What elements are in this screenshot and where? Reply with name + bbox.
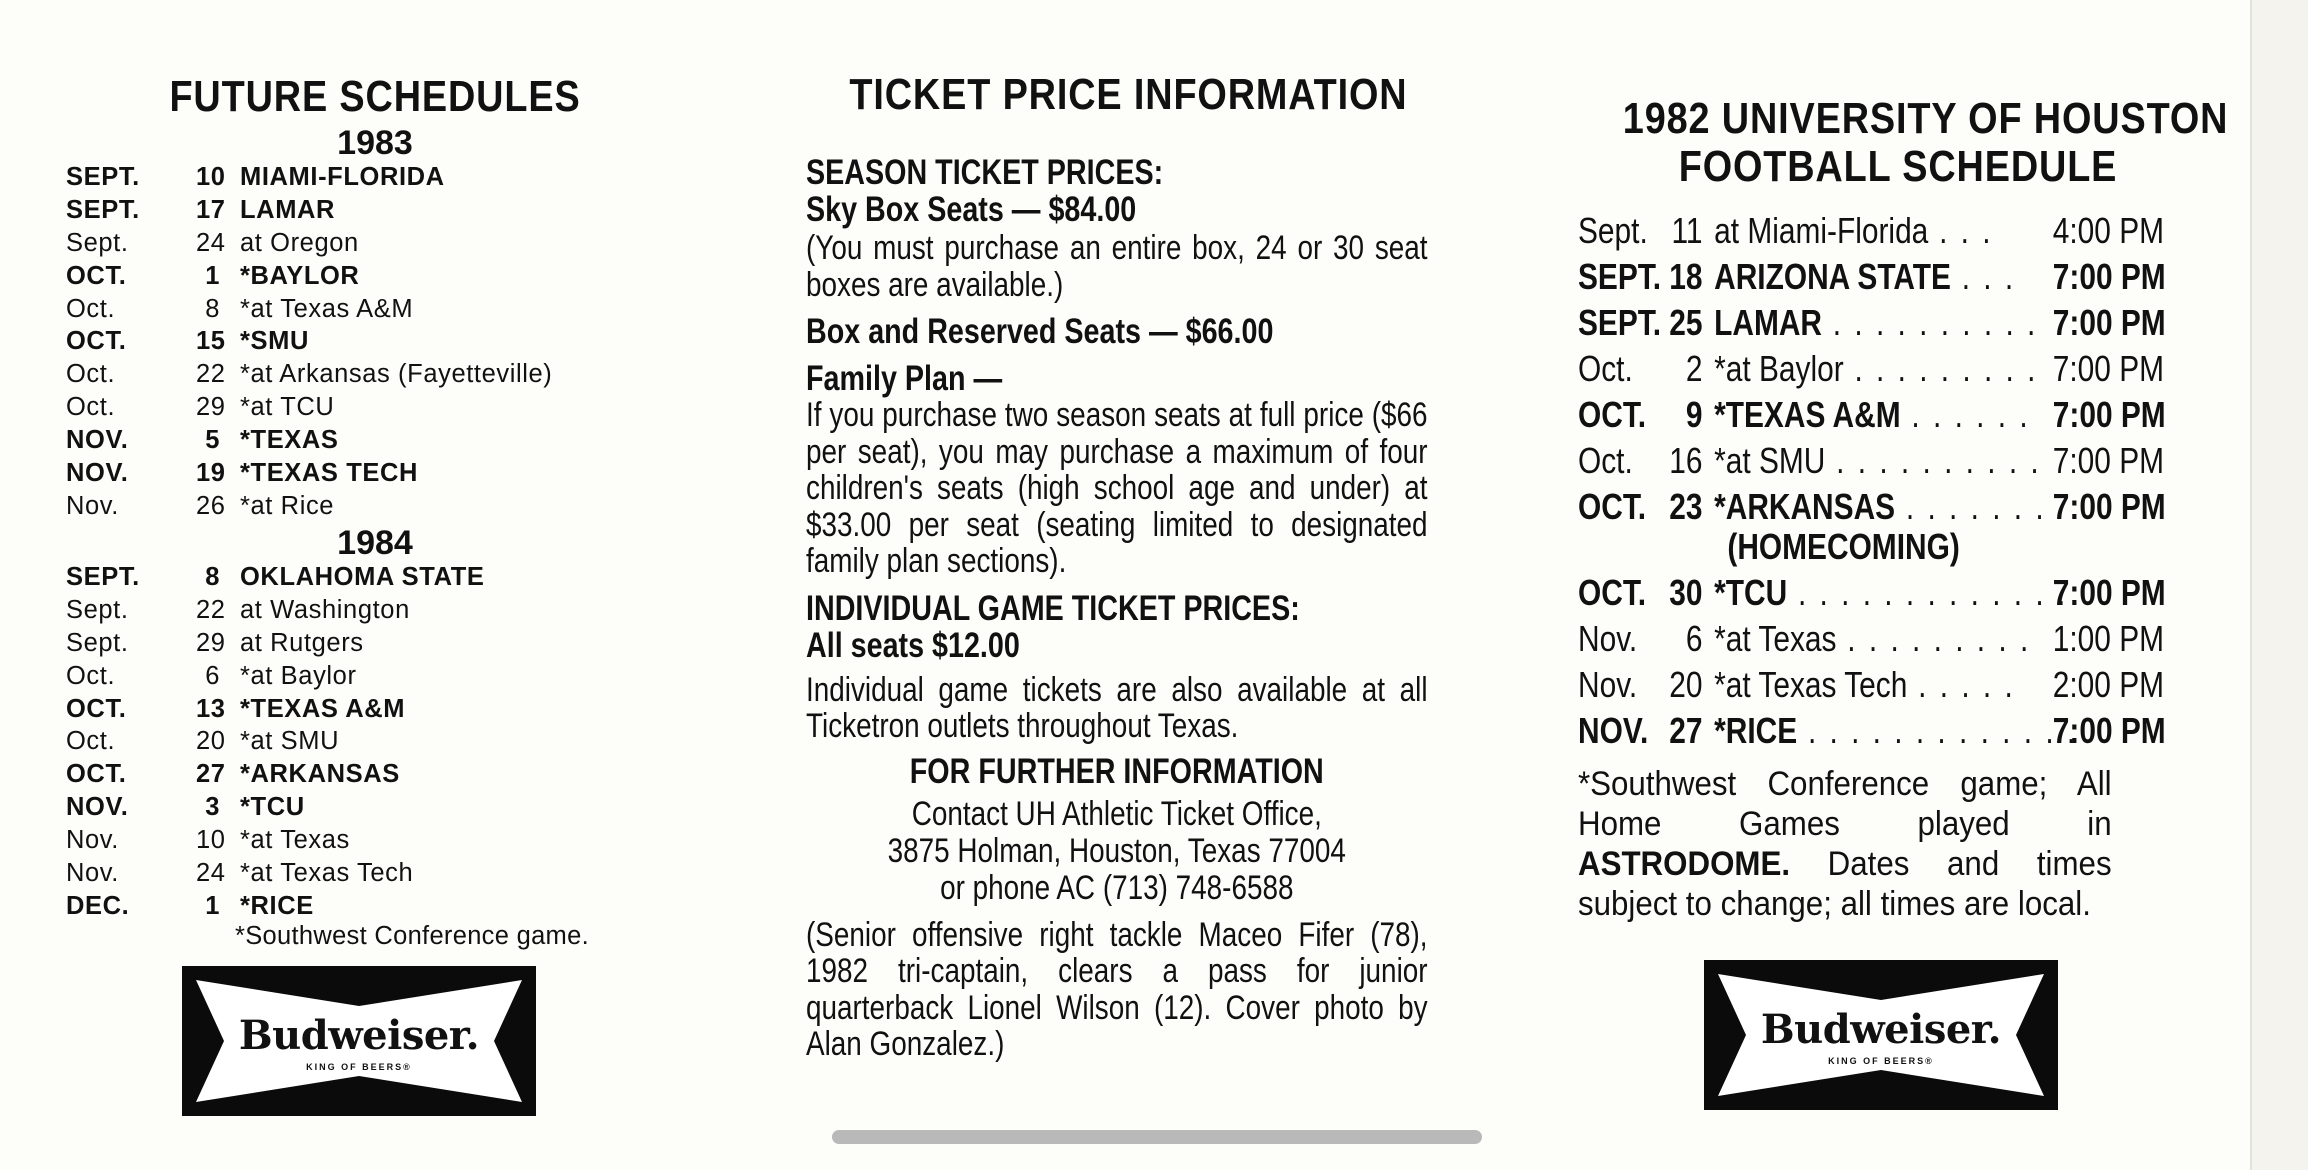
individual-price: All seats $12.00: [806, 625, 1020, 665]
leader-dots: . . . . . . . . .: [1836, 618, 2031, 659]
game-day: 17: [196, 195, 226, 224]
schedule-row: [66, 725, 626, 758]
ticket-price-title: TICKET PRICE INFORMATION: [849, 70, 1408, 119]
game-month: Oct.: [66, 294, 116, 323]
game-month: Oct.: [66, 360, 116, 389]
game-opponent-name: *at Baylor: [1714, 348, 1844, 389]
schedule-row: [66, 660, 626, 693]
logo-brand-text: Budweiser.: [238, 1012, 480, 1059]
game-day: 10: [196, 826, 226, 855]
leader-dots: . . . . . . . . . .: [1822, 302, 2038, 343]
schedule-row: [66, 791, 626, 824]
leader-dots: . . .: [1928, 210, 1994, 251]
game-month: Oct.: [66, 393, 116, 422]
uh-note-astrodome: ASTRODOME.: [1578, 845, 1791, 883]
game-opponent: [1714, 708, 2078, 754]
game-day: 19: [196, 459, 226, 488]
game-opponent: *SMU: [240, 327, 309, 356]
logo-tagline: KING OF BEERS®: [306, 1062, 412, 1072]
season-ticket-section: [806, 154, 1428, 1063]
uh-game-row: [1578, 254, 2176, 300]
game-opponent: *TEXAS: [240, 426, 339, 455]
game-day: 23: [1669, 486, 1703, 527]
game-month: OCT.: [66, 327, 127, 356]
game-time: 7:00 PM: [2052, 348, 2165, 389]
schedule-row: [66, 561, 626, 594]
schedule-row: [66, 161, 626, 194]
game-day: 29: [196, 393, 226, 422]
game-day: 24: [196, 859, 226, 888]
leader-dots: . . . . . .: [1900, 394, 2031, 435]
game-month: Nov.: [1578, 618, 1638, 659]
game-time: 7:00 PM: [2052, 394, 2166, 435]
game-day: 15: [196, 327, 226, 356]
uh-game-row: [1578, 616, 2176, 662]
individual-heading: INDIVIDUAL GAME TICKET PRICES:: [806, 588, 1300, 628]
uh-game-row: [1578, 662, 2176, 708]
schedule-row: [66, 358, 626, 391]
schedule-row: [66, 857, 626, 890]
game-month: Nov.: [66, 859, 119, 888]
game-time: 2:00 PM: [2052, 664, 2165, 705]
game-opponent: LAMAR: [240, 195, 336, 224]
game-opponent: *RICE: [240, 891, 314, 920]
game-opponent-name: ARIZONA STATE: [1714, 256, 1951, 297]
game-day: 25: [1669, 302, 1703, 343]
game-month: DEC.: [66, 891, 130, 920]
game-day: 8: [205, 294, 220, 323]
game-day: 10: [196, 163, 226, 191]
leader-dots: . . . . . . . . .: [1843, 348, 2038, 389]
schedule-row: [66, 758, 626, 791]
game-opponent: *BAYLOR: [240, 261, 360, 290]
contact-line-2: 3875 Holman, Houston, Texas 77004: [887, 831, 1346, 870]
game-month: OCT.: [66, 694, 127, 723]
game-opponent-name: *at Texas Tech: [1714, 664, 1908, 705]
uh-game-row: [1578, 392, 2176, 438]
game-opponent: [1714, 300, 2038, 346]
game-day: 1: [205, 891, 220, 920]
game-opponent: at Rutgers: [240, 628, 364, 657]
game-opponent-name: *at Texas: [1714, 618, 1837, 659]
game-time: 4:00 PM: [2052, 210, 2165, 251]
family-plan-heading: Family Plan —: [806, 359, 1003, 398]
game-opponent: *at Arkansas (Fayetteville): [240, 360, 553, 389]
uh-game-row: [1578, 484, 2176, 570]
game-day: 3: [205, 793, 220, 822]
game-month: Oct.: [66, 727, 116, 756]
uh-game-row: [1578, 300, 2176, 346]
family-plan-text: If you purchase two season seats at full price ($66 per seat), you may purchase a maximum of four children's seats (high school age and under) at $33.00 per seat (seating limited to designated family plan sections).: [806, 396, 1428, 580]
game-opponent: [1714, 346, 2038, 392]
game-opponent: [1714, 208, 1993, 254]
skybox-note: (You must purchase an entire box, 24 or 30 seat boxes are available.): [806, 229, 1428, 304]
game-day: 6: [1685, 618, 1703, 659]
logo-brand-text: Budweiser.: [1760, 1006, 2002, 1053]
game-day: 11: [1671, 210, 1703, 251]
photo-caption: (Senior offensive right tackle Maceo Fifer (78), 1982 tri-captain, clears a pass for junior quarterback Lionel Wilson (12). Cover photo by Alan Gonzalez.): [806, 915, 1428, 1063]
uh-game-row: [1578, 346, 2176, 392]
schedule-row: [66, 490, 626, 523]
schedule-row: [66, 194, 626, 227]
season-ticket-heading: SEASON TICKET PRICES:: [806, 153, 1164, 192]
game-day: 22: [196, 360, 226, 389]
individual-text: Individual game tickets are also available at all Ticketron outlets throughout Texas.: [806, 670, 1428, 745]
game-opponent: *at Texas: [240, 826, 350, 855]
schedule-row: [66, 693, 626, 726]
game-time: 7:00 PM: [2052, 486, 2166, 527]
leader-dots: . . .: [1950, 256, 2016, 297]
game-day: 20: [196, 727, 226, 756]
game-day: 26: [196, 491, 226, 520]
schedule-row: [66, 424, 626, 457]
budweiser-logo: [182, 966, 536, 1116]
game-opponent-name: at Miami-Florida: [1714, 210, 1929, 251]
uh-game-row: [1578, 708, 2176, 754]
game-day: 30: [1669, 572, 1703, 613]
further-info-heading: FOR FURTHER INFORMATION: [909, 751, 1324, 791]
game-opponent-name: *TEXAS A&M: [1714, 394, 1901, 435]
game-time: 7:00 PM: [2052, 710, 2166, 751]
game-opponent-name: *ARKANSAS: [1714, 486, 1896, 527]
schedule-row: [66, 627, 626, 660]
box-reserved-price: Box and Reserved Seats — $66.00: [806, 312, 1274, 351]
game-month: OCT.: [66, 261, 127, 290]
game-month: OCT.: [66, 760, 127, 789]
game-month: NOV.: [66, 459, 129, 488]
game-day: 6: [205, 661, 220, 690]
game-day: 22: [196, 595, 226, 624]
game-time: 7:00 PM: [2052, 302, 2166, 343]
schedule-row: [66, 457, 626, 490]
leader-dots: . . . . . . . . . .: [1825, 440, 2042, 481]
game-day: 2: [1685, 348, 1703, 389]
game-time: 7:00 PM: [2052, 572, 2166, 613]
game-opponent: [1714, 438, 2041, 484]
game-month: NOV.: [1578, 710, 1649, 751]
game-month: Oct.: [1578, 440, 1633, 481]
schedule-row: [66, 325, 626, 358]
game-opponent: *at Rice: [240, 491, 335, 520]
game-month: SEPT.: [1578, 302, 1662, 343]
schedule-1984-list: [66, 561, 626, 923]
schedule-row: [66, 594, 626, 627]
game-month: SEPT.: [66, 195, 140, 224]
game-month: Nov.: [66, 826, 119, 855]
game-month: Oct.: [1578, 348, 1633, 389]
game-opponent-name: LAMAR: [1714, 302, 1823, 343]
game-month: SEPT.: [66, 563, 140, 591]
logo-tagline: KING OF BEERS®: [1828, 1056, 1934, 1066]
game-time: 7:00 PM: [2052, 256, 2166, 297]
game-day: 13: [196, 694, 226, 723]
game-opponent: *ARKANSAS: [240, 760, 400, 789]
leader-dots: . . . . . . .: [1895, 486, 2047, 527]
game-month: Sept.: [1578, 210, 1648, 251]
game-day: 27: [196, 760, 226, 789]
schedule-row: [66, 227, 626, 260]
game-opponent: *at Baylor: [240, 661, 357, 690]
leader-dots: . . . . . . . . . . . . .: [1797, 710, 2078, 751]
game-month: Nov.: [1578, 664, 1638, 705]
game-day: 27: [1669, 710, 1703, 751]
schedule-row: [66, 260, 626, 293]
game-opponent: MIAMI-FLORIDA: [240, 163, 445, 191]
game-month: Nov.: [66, 491, 119, 520]
leader-dots: . . . . . . . . . . . . .: [1787, 572, 2068, 613]
game-opponent-name: *TCU: [1714, 572, 1788, 613]
game-opponent-name: *at SMU: [1714, 440, 1826, 481]
southwest-conference-note: *Southwest Conference game.: [235, 922, 589, 950]
game-opponent: *TEXAS A&M: [240, 694, 406, 723]
game-month: OCT.: [1578, 486, 1647, 527]
game-month: NOV.: [66, 793, 129, 822]
game-month: OCT.: [1578, 572, 1647, 613]
game-opponent: at Washington: [240, 595, 410, 624]
game-day: 5: [205, 426, 220, 455]
contact-line-1: Contact UH Athletic Ticket Office,: [911, 794, 1322, 833]
game-opponent: [1714, 662, 2015, 708]
schedule-row: [66, 391, 626, 424]
game-month: Sept.: [66, 228, 129, 257]
future-schedules-title: FUTURE SCHEDULES: [169, 72, 581, 121]
schedule-row: [66, 293, 626, 326]
game-day: 1: [205, 261, 220, 290]
game-month: SEPT.: [1578, 256, 1662, 297]
game-month: NOV.: [66, 426, 129, 455]
game-day: 24: [196, 228, 226, 257]
game-day: 20: [1669, 664, 1703, 705]
uh-note-text-b: Dates and times subject to change; all times are local.: [1578, 845, 2112, 923]
game-month: OCT.: [1578, 394, 1647, 435]
game-month: Oct.: [66, 661, 116, 690]
game-day: 29: [196, 628, 226, 657]
schedule-1983-list: [66, 161, 626, 523]
uh-note-text-a: *Southwest Conference game; All Home Games played in: [1578, 765, 2112, 843]
game-opponent: [1714, 392, 2030, 438]
game-opponent: [1714, 570, 2068, 616]
game-opponent: *TCU: [240, 793, 305, 822]
horizontal-scrollbar[interactable]: [832, 1130, 1482, 1144]
schedule-row: [66, 824, 626, 857]
schedule-row: [66, 890, 626, 923]
game-opponent: at Oregon: [240, 228, 359, 257]
budweiser-logo-right: [1704, 960, 2058, 1110]
game-opponent: *at Texas Tech: [240, 859, 414, 888]
game-month: Sept.: [66, 628, 129, 657]
game-day: 8: [205, 563, 220, 591]
game-time: 1:00 PM: [2052, 618, 2165, 659]
year-1984-heading: 1984: [337, 524, 413, 562]
uh-schedule-note: [1578, 764, 2112, 924]
game-month: Sept.: [66, 595, 129, 624]
game-day: 16: [1669, 440, 1703, 481]
uh-schedule-title-line-1: 1982 UNIVERSITY OF HOUSTON: [1622, 94, 2229, 143]
uh-game-row: [1578, 570, 2176, 616]
uh-game-row: [1578, 438, 2176, 484]
skybox-price: Sky Box Seats — $84.00: [806, 190, 1137, 229]
game-day: 18: [1669, 256, 1703, 297]
game-opponent: *at Texas A&M: [240, 294, 414, 323]
uh-schedule-list: [1578, 208, 2176, 754]
game-opponent: [1714, 254, 2016, 300]
year-1983-heading: 1983: [337, 124, 413, 162]
game-opponent-name: *RICE: [1714, 710, 1798, 751]
uh-schedule-title-line-2: FOOTBALL SCHEDULE: [1678, 142, 2118, 191]
game-opponent: [1714, 616, 2031, 662]
game-opponent: *at TCU: [240, 393, 335, 422]
game-subtitle: (HOMECOMING): [1727, 526, 1960, 567]
contact-line-3: or phone AC (713) 748-6588: [940, 868, 1294, 907]
game-opponent: *TEXAS TECH: [240, 459, 419, 488]
game-day: 9: [1685, 394, 1703, 435]
game-opponent: OKLAHOMA STATE: [240, 563, 485, 591]
uh-game-row: [1578, 208, 2176, 254]
leader-dots: . . . . .: [1907, 664, 2016, 705]
game-time: 7:00 PM: [2052, 440, 2165, 481]
game-opponent: *at SMU: [240, 727, 340, 756]
game-month: SEPT.: [66, 163, 140, 191]
